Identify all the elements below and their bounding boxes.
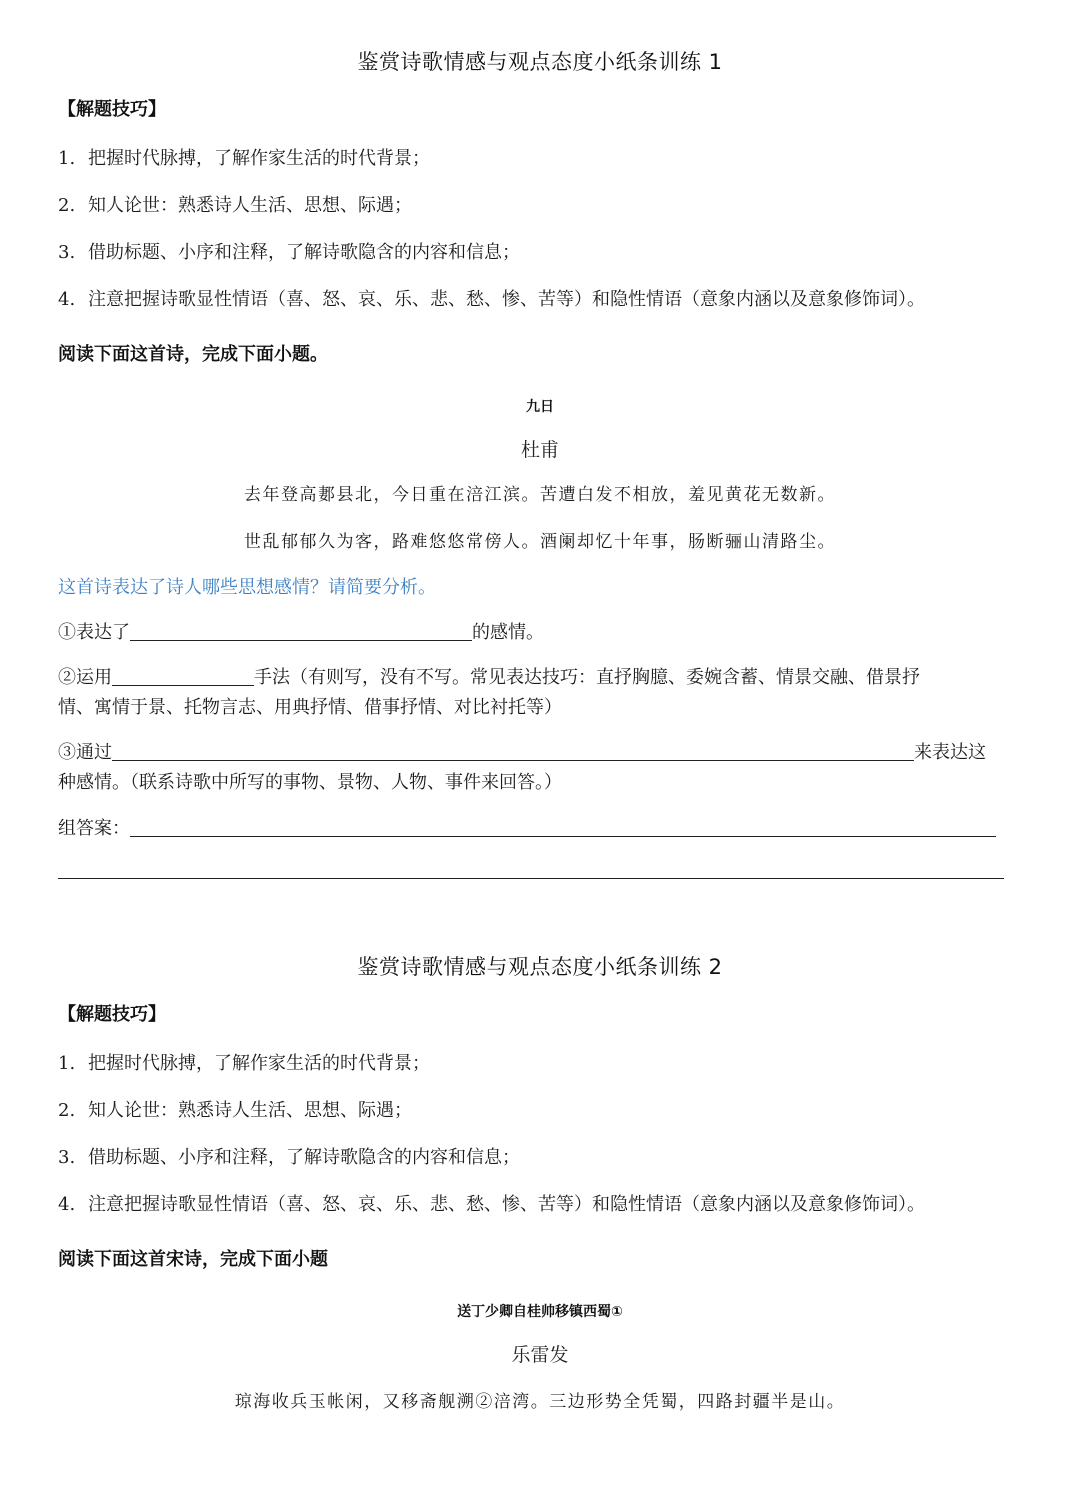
tip-item (58, 1096, 412, 1122)
tip-text: 知人论世：熟悉诗人生活、思想、际遇； (88, 195, 412, 216)
tip-item (58, 1049, 430, 1075)
technique-blank[interactable] (112, 667, 254, 686)
poem-author: 杜甫 (520, 439, 559, 461)
fill-prefix: ③通过 (58, 742, 112, 763)
tip-text: 把握时代脉搏，了解作家生活的时代背景； (88, 148, 430, 169)
tip-item (58, 191, 412, 217)
tip-text: 借助标题、小序和注释，了解诗歌隐含的内容和信息； (88, 242, 520, 263)
emotion-blank[interactable] (130, 622, 472, 641)
fill-in-means (58, 738, 986, 764)
tip-text: 借助标题、小序和注释，了解诗歌隐含的内容和信息； (88, 1147, 520, 1168)
means-continuation: 种感情。（联系诗歌中所写的事物、景物、人物、事件来回答。） (58, 772, 562, 793)
fill-suffix: 手法（有则写，没有不写。常见表达技巧：直抒胸臆、委婉含蓄、情景交融、借景抒 (254, 667, 920, 688)
fill-prefix: ②运用 (58, 667, 112, 688)
tip-number: 3. (58, 1147, 76, 1168)
tip-item (58, 238, 520, 264)
tip-number: 3. (58, 242, 76, 263)
poem-line: 世乱郁郁久为客，路难悠悠常傍人。酒阑却忆十年事，肠断骊山清路尘。 (244, 532, 836, 552)
answer-label: 组答案： (58, 818, 130, 839)
poem-line: 琼海收兵玉帐闲，又移斋舰溯②涪湾。三边形势全凭蜀，四路封疆半是山。 (234, 1392, 846, 1412)
reading-instruction: 阅读下面这首诗，完成下面小题。 (58, 344, 328, 365)
answer-blank-line-2[interactable] (58, 878, 1004, 879)
tip-item (58, 285, 925, 311)
tip-text: 注意把握诗歌显性情语（喜、怒、哀、乐、悲、愁、惨、苦等）和隐性情语（意象内涵以及意象修饰词）。 (88, 289, 925, 310)
poem-title: 送丁少卿自桂帅移镇西蜀① (457, 1304, 623, 1320)
tip-number: 1. (58, 148, 76, 169)
tip-text: 注意把握诗歌显性情语（喜、怒、哀、乐、悲、愁、惨、苦等）和隐性情语（意象内涵以及意象修饰词）。 (88, 1194, 925, 1215)
reading-instruction: 阅读下面这首宋诗，完成下面小题 (58, 1249, 328, 1270)
tip-item (58, 1190, 925, 1216)
means-blank[interactable] (112, 742, 914, 761)
poem-title: 九日 (526, 399, 554, 415)
poem-author: 乐雷发 (511, 1344, 569, 1366)
section-title: 鉴赏诗歌情感与观点态度小纸条训练 1 (357, 50, 723, 74)
tip-number: 1. (58, 1053, 76, 1074)
section-title: 鉴赏诗歌情感与观点态度小纸条训练 2 (357, 955, 723, 979)
tip-item (58, 1143, 520, 1169)
tip-number: 2. (58, 195, 76, 216)
technique-continuation: 情、寓情于景、托物言志、用典抒情、借事抒情、对比衬托等） (58, 697, 562, 718)
tips-heading: 【解题技巧】 (58, 1004, 166, 1025)
tip-number: 2. (58, 1100, 76, 1121)
answer-blank[interactable] (130, 818, 996, 837)
question-prompt: 这首诗表达了诗人哪些思想感情？请简要分析。 (58, 577, 436, 598)
tip-item (58, 144, 430, 170)
tips-heading: 【解题技巧】 (58, 99, 166, 120)
tip-number: 4. (58, 1194, 76, 1215)
fill-in-technique (58, 663, 920, 689)
tip-text: 把握时代脉搏，了解作家生活的时代背景； (88, 1053, 430, 1074)
answer-line (58, 814, 996, 840)
tip-text: 知人论世：熟悉诗人生活、思想、际遇； (88, 1100, 412, 1121)
fill-suffix: 的感情。 (472, 622, 544, 643)
tip-number: 4. (58, 289, 76, 310)
fill-in-emotion (58, 618, 544, 644)
fill-suffix: 来表达这 (914, 742, 986, 763)
poem-line: 去年登高郪县北，今日重在涪江滨。苦遭白发不相放，羞见黄花无数新。 (244, 485, 836, 505)
fill-prefix: ①表达了 (58, 622, 130, 643)
